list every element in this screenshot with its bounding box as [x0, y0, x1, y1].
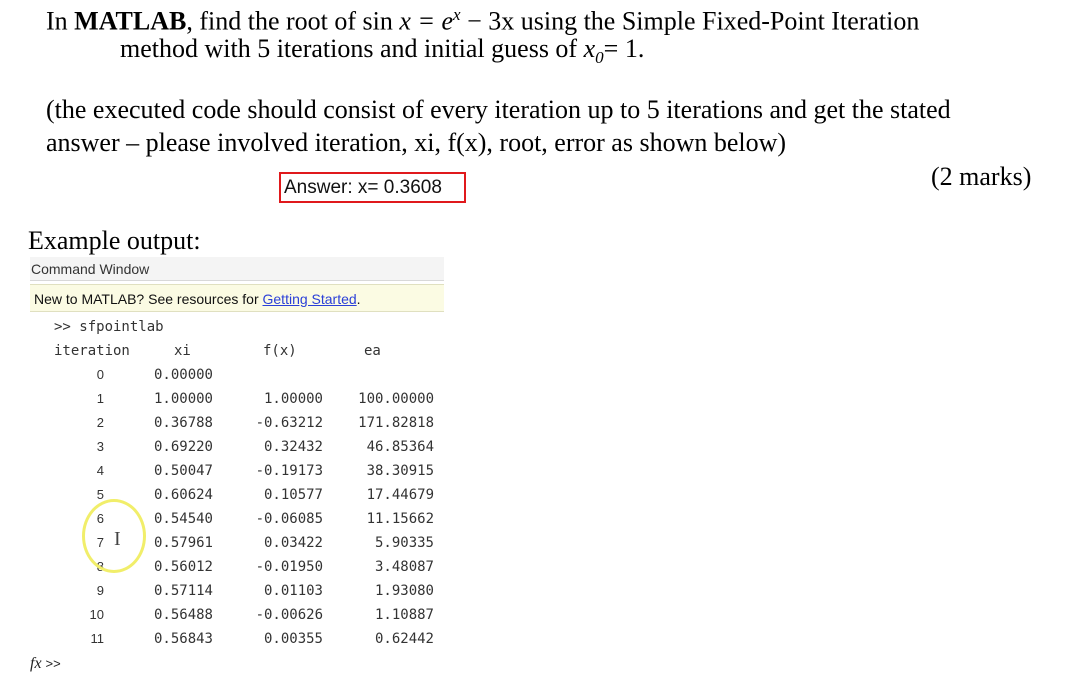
table-cell: 0.57114 — [153, 583, 213, 599]
table-cell: 7 — [96, 535, 104, 550]
table-cell: 0.00000 — [153, 367, 213, 383]
table-cell: 171.82818 — [358, 415, 434, 431]
table-cell: 1.93080 — [374, 583, 434, 599]
table-cell: 0.62442 — [374, 631, 434, 647]
fx-icon: fx — [30, 655, 42, 672]
table-cell: 1.00000 — [153, 391, 213, 407]
table-cell: 0.56012 — [153, 559, 213, 575]
table-cell: -0.06085 — [255, 511, 323, 527]
table-cell: 100.00000 — [358, 391, 434, 407]
table-cell: 0.56843 — [153, 631, 213, 647]
table-cell: 1.10887 — [374, 607, 434, 623]
answer-box: Answer: x= 0.3608 — [279, 172, 466, 203]
table-cell: 0.36788 — [153, 415, 213, 431]
table-cell: 3.48087 — [374, 559, 434, 575]
column-header-iteration: iteration — [54, 343, 130, 359]
table-cell: -0.63212 — [255, 415, 323, 431]
marks-label: (2 marks) — [931, 162, 1032, 191]
table-cell: 5.90335 — [374, 535, 434, 551]
table-cell: 11 — [90, 631, 104, 646]
table-cell: 0.10577 — [263, 487, 323, 503]
command-window-title: Command Window — [30, 257, 444, 281]
equation: x = e — [399, 6, 454, 36]
column-header-xi: xi — [174, 343, 191, 359]
command-prompt[interactable]: fx >> — [30, 655, 61, 672]
table-cell: 0.01103 — [263, 583, 323, 599]
instruction-line-2: answer – please involved iteration, xi, f(x), root, error as shown below) — [46, 128, 787, 157]
table-cell: 0.03422 — [263, 535, 323, 551]
matlab-keyword: MATLAB — [74, 6, 187, 36]
table-cell: 0.54540 — [153, 511, 213, 527]
table-cell: 1.00000 — [263, 391, 323, 407]
table-cell: -0.00626 — [255, 607, 323, 623]
getting-started-link[interactable]: Getting Started — [262, 291, 357, 307]
instruction-line-1: (the executed code should consist of every iteration up to 5 iterations and get the stated — [46, 95, 951, 124]
getting-started-banner: New to MATLAB? See resources for Getting Started. — [30, 284, 444, 312]
table-cell: 0.56488 — [153, 607, 213, 623]
table-cell: 1 — [96, 391, 104, 406]
table-cell: 0.69220 — [153, 439, 213, 455]
question-line-1: In MATLAB, find the root of $\sin x = e^x - 3x$ using the Simple Fixed-Point Iteration — [46, 5, 920, 36]
question-line-2: method with 5 iterations and initial guess of $x_0= 1$. — [120, 34, 645, 68]
table-cell: 46.85364 — [366, 439, 434, 455]
command-line: >> sfpointlab — [54, 319, 164, 335]
table-cell: 9 — [96, 583, 104, 598]
table-cell: 2 — [96, 415, 104, 430]
example-output-label: Example output: — [28, 226, 201, 255]
table-cell: 11.15662 — [366, 511, 434, 527]
table-cell: -0.01950 — [255, 559, 323, 575]
table-cell: 17.44679 — [366, 487, 434, 503]
column-header-ea: ea — [364, 343, 381, 359]
table-cell: 0 — [96, 367, 104, 382]
table-cell: 0.60624 — [153, 487, 213, 503]
text-cursor-icon: I — [114, 528, 121, 550]
table-cell: 0.00355 — [263, 631, 323, 647]
column-header-fx: f(x) — [263, 343, 297, 359]
table-cell: 8 — [96, 559, 104, 574]
command-window — [30, 257, 444, 683]
table-cell: 6 — [96, 511, 104, 526]
table-cell: -0.19173 — [255, 463, 323, 479]
table-cell: 38.30915 — [366, 463, 434, 479]
table-cell: 5 — [96, 487, 104, 502]
table-cell: 3 — [96, 439, 104, 454]
table-cell: 0.32432 — [263, 439, 323, 455]
table-cell: 0.57961 — [153, 535, 213, 551]
table-cell: 4 — [96, 463, 104, 478]
table-cell: 0.50047 — [153, 463, 213, 479]
table-cell: 10 — [89, 607, 104, 622]
